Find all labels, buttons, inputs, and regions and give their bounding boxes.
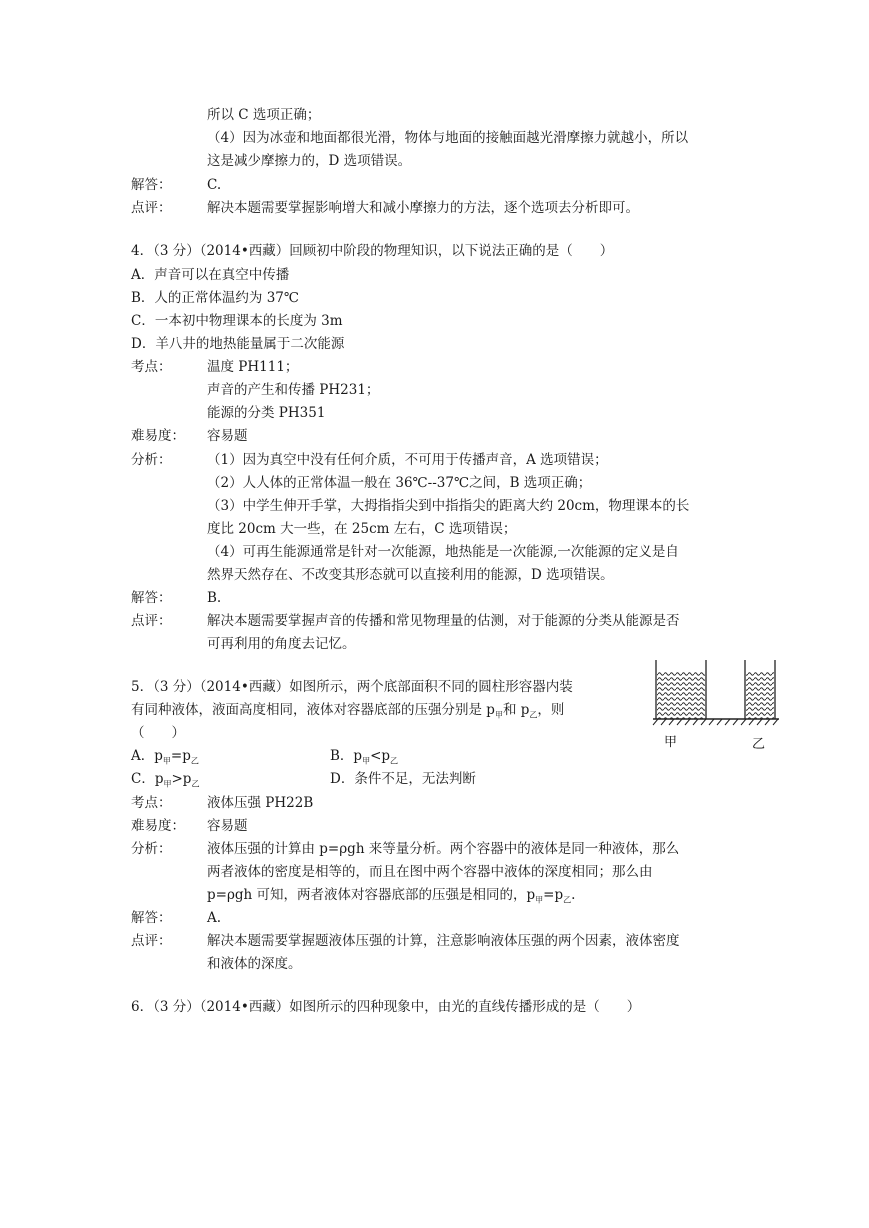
analysis-line: p=ρgh 可知，两者液体对容器底部的压强是相同的，$p_甲=p_乙$.: [207, 887, 576, 905]
answer-label: 解答：: [131, 590, 172, 606]
ground-hatch: [653, 719, 779, 725]
option-b: B．$p_甲<p_乙$: [330, 748, 399, 766]
label-jia: 甲: [664, 735, 678, 750]
container-jia: [656, 660, 706, 719]
question-stem: （ ）: [131, 725, 185, 741]
analysis-line: 液体压强的计算由 p=ρgh 来等量分析。两个容器中的液体是同一种液体，那么: [207, 841, 680, 857]
difficulty-value: 容易题: [207, 428, 248, 444]
analysis-line: 两者液体的密度是相等的，而且在图中两个容器中液体的深度相同；那么由: [207, 864, 653, 880]
analysis-label: 分析：: [131, 452, 172, 468]
difficulty-value: 容易题: [207, 818, 248, 834]
label-yi: 乙: [752, 737, 766, 751]
analysis-line: （3）中学生伸开手掌，大拇指指尖到中指指尖的距离大约 20cm，物理课本的长: [207, 498, 690, 514]
question-stem: 5．（3 分）（2014•西藏）如图所示，两个底部面积不同的圆柱形容器内装: [131, 679, 573, 695]
q3-text-line: （4）因为冰壶和地面都很光滑，物体与地面的接触面越光滑摩擦力就越小，所以: [207, 130, 689, 146]
analysis-line: （4）可再生能源通常是针对一次能源，地热能是一次能源,一次能源的定义是自: [207, 544, 679, 560]
option-d: D．羊八井的地热能量属于二次能源: [131, 336, 345, 352]
option-c: C．$p_甲>p_乙$: [131, 771, 200, 789]
analysis-line: 然界天然存在、不改变其形态就可以直接利用的能源，D 选项错误。: [207, 567, 614, 583]
analysis-line: （1）因为真空中没有任何介质，不可用于传播声音，A 选项错误；: [207, 452, 608, 468]
answer-value: B.: [207, 590, 222, 606]
comment-text: 解决本题需要掌握题液体压强的计算，注意影响液体压强的两个因素，液体密度: [207, 933, 680, 949]
difficulty-label: 难易度：: [131, 818, 185, 834]
option-b: B．人的正常体温约为 37℃: [131, 290, 299, 306]
answer-value: C.: [207, 177, 222, 193]
q3-text-line: 所以 C 选项正确；: [207, 107, 321, 123]
container-yi: [745, 660, 775, 719]
answer-label: 解答：: [131, 177, 172, 193]
difficulty-label: 难易度：: [131, 428, 185, 444]
option-a: A．声音可以在真空中传播: [131, 267, 290, 283]
comment-text: 解决本题需要掌握声音的传播和常见物理量的估测，对于能源的分类从能源是否: [207, 613, 680, 629]
comment-label: 点评：: [131, 613, 172, 629]
comment-label: 点评：: [131, 200, 172, 216]
q3-text-line: 这是减少摩擦力的，D 选项错误。: [207, 153, 412, 169]
comment-text: 和液体的深度。: [207, 956, 302, 972]
points-item: 能源的分类 PH351: [207, 405, 326, 421]
comment-text: 解决本题需要掌握影响增大和减小摩擦力的方法，逐个选项去分析即可。: [207, 200, 639, 216]
comment-label: 点评：: [131, 933, 172, 949]
points-item: 液体压强 PH22B: [207, 795, 314, 811]
points-item: 声音的产生和传播 PH231；: [207, 382, 380, 398]
analysis-label: 分析：: [131, 841, 172, 857]
points-label: 考点：: [131, 795, 172, 811]
option-a: A．$p_甲=p_乙$: [131, 748, 199, 766]
question-stem: 有同种液体，液面高度相同，液体对容器底部的压强分别是 $p_甲$和 $p_乙$，则: [131, 702, 565, 720]
points-item: 温度 PH111；: [207, 359, 299, 375]
analysis-line: 度比 20cm 大一些，在 25cm 左右，C 选项错误；: [207, 521, 517, 537]
analysis-line: （2）人人体的正常体温一般在 36℃--37℃之间，B 选项正确；: [207, 475, 592, 491]
answer-value: A.: [207, 910, 222, 926]
option-d: D．条件不足，无法判断: [330, 771, 476, 787]
comment-text: 可再利用的角度去记忆。: [207, 636, 356, 652]
question-stem: 6．（3 分）（2014•西藏）如图所示的四种现象中，由光的直线传播形成的是（ ）: [131, 999, 641, 1015]
points-label: 考点：: [131, 359, 172, 375]
containers-figure: [652, 656, 782, 751]
option-c: C．一本初中物理课本的长度为 3m: [131, 313, 343, 329]
answer-label: 解答：: [131, 910, 172, 926]
question-stem: 4．（3 分）（2014•西藏）回顾初中阶段的物理知识，以下说法正确的是（ ）: [131, 243, 614, 259]
